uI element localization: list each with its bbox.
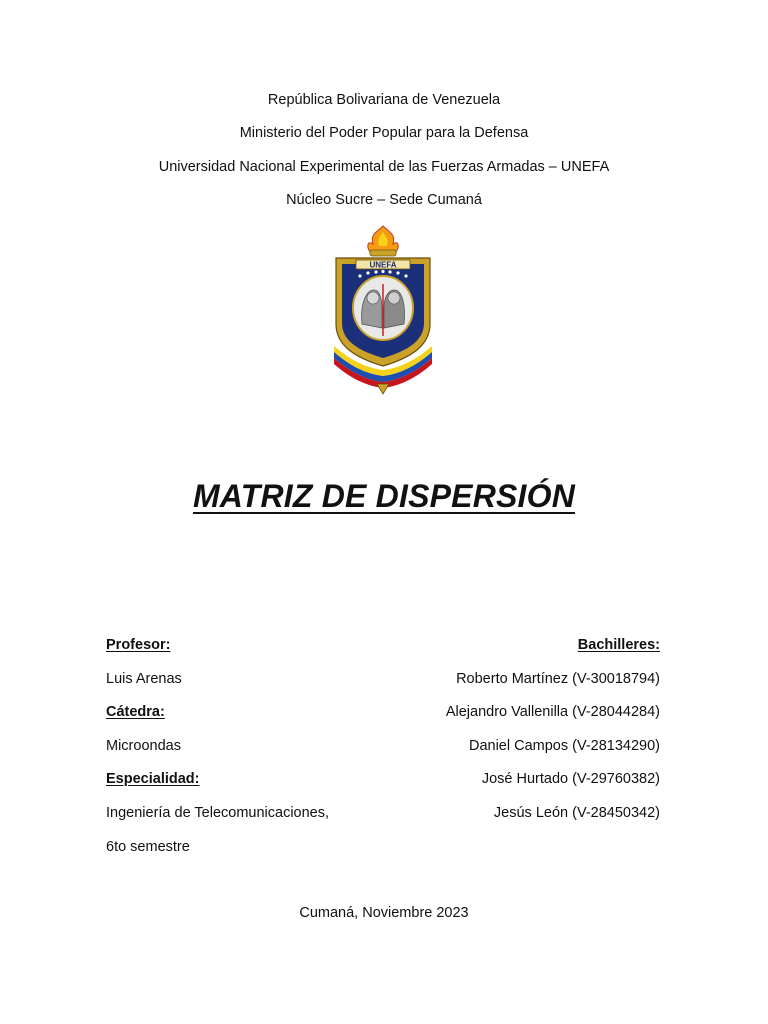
especialidad-value: Ingeniería de Telecomunicaciones,	[106, 804, 330, 821]
semestre-value: 6to semestre	[106, 838, 190, 855]
student-item: Daniel Campos (V-28134290)	[468, 737, 660, 754]
header-campus: Núcleo Sucre – Sede Cumaná	[286, 192, 482, 208]
document-title: MATRIZ DE DISPERSIÓN	[192, 478, 576, 514]
catedra-label: Cátedra:	[106, 704, 165, 721]
footer-place-date: Cumaná, Noviembre 2023	[299, 905, 469, 921]
student-item: Alejandro Vallenilla (V-28044284)	[445, 704, 660, 721]
especialidad-label: Especialidad:	[106, 771, 200, 788]
torch-flame-icon	[368, 226, 398, 256]
unefa-emblem-icon	[330, 224, 436, 396]
student-item: José Hurtado (V-29760382)	[481, 771, 660, 788]
header-country: República Bolivariana de Venezuela	[267, 92, 501, 108]
emblem-banner-text: UNEFA	[369, 260, 397, 270]
profesor-value: Luis Arenas	[106, 670, 182, 687]
student-item: Roberto Martínez (V-30018794)	[456, 670, 660, 687]
catedra-value: Microondas	[106, 737, 181, 754]
student-item: Jesús León (V-28450342)	[493, 804, 660, 821]
profesor-label: Profesor:	[106, 637, 171, 653]
right-column	[320, 636, 660, 838]
header-ministry: Ministerio del Poder Popular para la Defensa	[239, 125, 529, 141]
header-university: Universidad Nacional Experimental de las Fuerzas Armadas – UNEFA	[158, 159, 610, 175]
bachilleres-label: Bachilleres:	[577, 637, 660, 653]
